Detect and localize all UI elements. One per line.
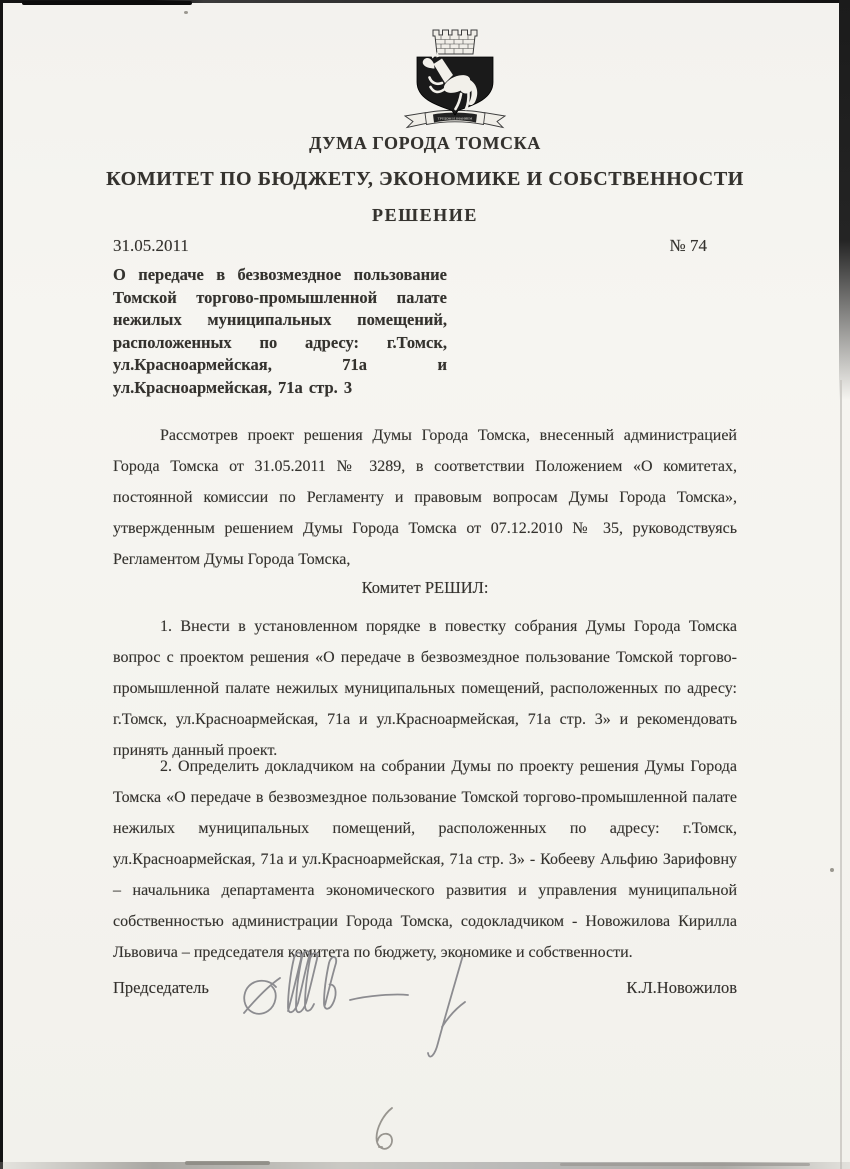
tomsk-coat-of-arms <box>400 24 510 136</box>
committee-title: КОМИТЕТ ПО БЮДЖЕТУ, ЭКОНОМИКЕ И СОБСТВЕННОСТИ <box>106 168 744 190</box>
scan-edge-right <box>839 0 850 400</box>
resolution-heading: Комитет РЕШИЛ: <box>361 578 489 597</box>
document-meta-row <box>113 236 737 256</box>
scan-edge-top-blob <box>22 1 192 5</box>
document-number: № 74 <box>669 236 707 255</box>
scan-edge-right-line <box>840 380 842 1169</box>
mural-crown-icon <box>433 30 477 54</box>
preamble-paragraph: Рассмотрев проект решения Думы Города Томска, внесенный администрацией Города Томска от 31.05.2011 № 3289, в соответствии Положением «О комитетах, постоянной комиссии по Регламенту и правовым вопросам Думы Города Томска», утвержденным решением Думы Города Томска от 07.12.2010 № 35, руководствуясь Регламентом Думы Города Томска, <box>113 427 737 568</box>
document-type-title: РЕШЕНИЕ <box>372 205 478 225</box>
signer-name: К.Л.Новожилов <box>626 978 737 997</box>
document-date: 31.05.2011 <box>113 236 189 255</box>
scan-speck <box>830 868 834 872</box>
signer-position: Председатель <box>113 978 209 997</box>
scan-smudge <box>185 1161 270 1165</box>
handwritten-signature <box>230 943 480 1068</box>
handwritten-page-number <box>368 1103 402 1157</box>
scan-speck <box>184 11 188 14</box>
scan-smudge <box>560 1163 810 1166</box>
resolution-item-1: 1. Внести в установленном порядке в повестку собрания Думы Города Томска вопрос с проектом решения «О передаче в безвозмездное пользование Томской торгово-промышленной палате нежилых муниципальных помещений, расположенных по адресу: г.Томск, ул.Красноармейская, 71а и ул.Красноармейская, 71а стр. 3» и рекомендовать принять данный проект. <box>113 618 737 759</box>
organization-title: ДУМА ГОРОДА ТОМСКА <box>309 133 541 153</box>
document-subject: О передаче в безвозмездное пользование Томской торгово-промышленной палате нежилых муниципальных помещений, расположенных по адресу: г.Томск, ул.Красноармейская, 71а и ул.Красноармейская, 71а стр. 3 <box>113 265 447 397</box>
resolution-item-2: 2. Определить докладчиком на собрании Думы по проекту решения Думы Города Томска «О передаче в безвозмездное пользование Томской торгово-промышленной палате нежилых муниципальных помещений, расположенных по адресу: г.Томск, ул.Красноармейская, 71а и ул.Красноармейская, 71а стр. 3» - Кобееву Альфию Зарифовну – начальника департамента экономического развития и управления муниципальной собственностью администрации Города Томска, содокладчиком - Новожилова Кирилла Львовича – председателя комитета по бюджету, экономике и собственности. <box>113 758 737 961</box>
motto-text: ТРУДОМ И ЗНАНИЕМ <box>437 116 473 121</box>
